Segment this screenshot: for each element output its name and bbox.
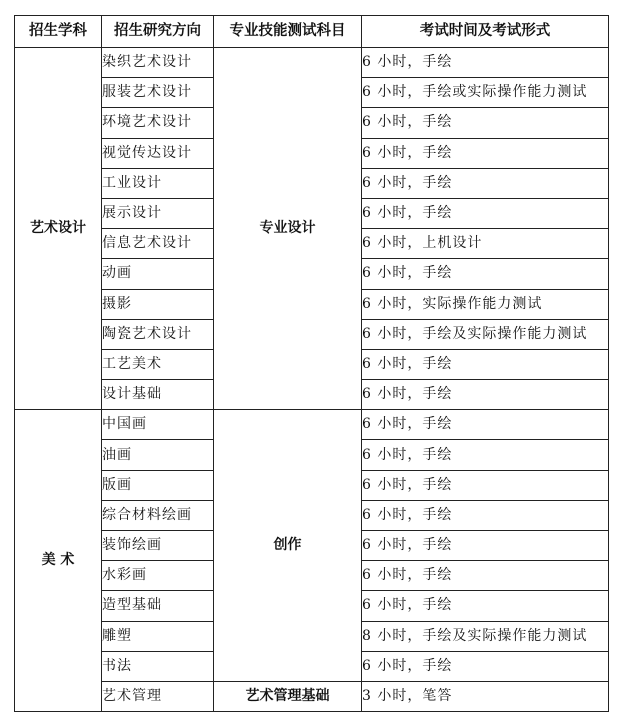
exam-cell: 6 小时，手绘 bbox=[362, 138, 609, 168]
direction-cell: 造型基础 bbox=[102, 591, 214, 621]
table-row bbox=[15, 48, 609, 78]
direction-cell: 工艺美术 bbox=[102, 349, 214, 379]
header-discipline: 招生学科 bbox=[15, 16, 102, 48]
direction-cell: 装饰绘画 bbox=[102, 531, 214, 561]
admission-exam-table bbox=[14, 15, 609, 712]
direction-cell: 书法 bbox=[102, 651, 214, 681]
direction-cell: 视觉传达设计 bbox=[102, 138, 214, 168]
direction-cell: 摄影 bbox=[102, 289, 214, 319]
exam-cell: 6 小时，手绘 bbox=[362, 168, 609, 198]
direction-cell: 中国画 bbox=[102, 410, 214, 440]
direction-cell: 展示设计 bbox=[102, 198, 214, 228]
header-subject: 专业技能测试科目 bbox=[214, 16, 362, 48]
header-direction: 招生研究方向 bbox=[102, 16, 214, 48]
exam-cell: 6 小时，手绘 bbox=[362, 410, 609, 440]
direction-cell: 版画 bbox=[102, 470, 214, 500]
exam-cell: 6 小时，手绘 bbox=[362, 531, 609, 561]
direction-cell: 信息艺术设计 bbox=[102, 229, 214, 259]
direction-cell: 环境艺术设计 bbox=[102, 108, 214, 138]
exam-cell: 6 小时，手绘 bbox=[362, 259, 609, 289]
header-row bbox=[15, 16, 609, 48]
direction-cell: 染织艺术设计 bbox=[102, 48, 214, 78]
direction-cell: 综合材料绘画 bbox=[102, 500, 214, 530]
exam-cell: 6 小时，手绘 bbox=[362, 470, 609, 500]
direction-cell: 设计基础 bbox=[102, 380, 214, 410]
subject-professional-design: 专业设计 bbox=[214, 48, 362, 410]
discipline-fine-arts: 美 术 bbox=[15, 410, 102, 712]
table-row bbox=[15, 410, 609, 440]
exam-cell: 6 小时，手绘 bbox=[362, 561, 609, 591]
direction-cell: 油画 bbox=[102, 440, 214, 470]
exam-cell: 6 小时，手绘 bbox=[362, 198, 609, 228]
exam-cell: 6 小时，手绘 bbox=[362, 591, 609, 621]
subject-creation: 创作 bbox=[214, 410, 362, 682]
direction-cell: 水彩画 bbox=[102, 561, 214, 591]
exam-cell: 6 小时，手绘 bbox=[362, 108, 609, 138]
direction-cell: 动画 bbox=[102, 259, 214, 289]
exam-cell: 6 小时，手绘 bbox=[362, 380, 609, 410]
direction-cell: 雕塑 bbox=[102, 621, 214, 651]
exam-cell: 6 小时，手绘 bbox=[362, 48, 609, 78]
exam-cell: 6 小时，手绘 bbox=[362, 349, 609, 379]
exam-cell: 6 小时，手绘 bbox=[362, 500, 609, 530]
direction-cell: 服装艺术设计 bbox=[102, 78, 214, 108]
exam-cell: 8 小时，手绘及实际操作能力测试 bbox=[362, 621, 609, 651]
exam-cell: 6 小时，手绘 bbox=[362, 651, 609, 681]
subject-arts-management-basics: 艺术管理基础 bbox=[214, 681, 362, 711]
discipline-art-design: 艺术设计 bbox=[15, 48, 102, 410]
direction-cell: 艺术管理 bbox=[102, 681, 214, 711]
exam-cell: 6 小时，手绘 bbox=[362, 440, 609, 470]
header-exam: 考试时间及考试形式 bbox=[362, 16, 609, 48]
exam-cell: 6 小时，手绘或实际操作能力测试 bbox=[362, 78, 609, 108]
direction-cell: 陶瓷艺术设计 bbox=[102, 319, 214, 349]
exam-cell: 6 小时，手绘及实际操作能力测试 bbox=[362, 319, 609, 349]
exam-cell: 3 小时，笔答 bbox=[362, 681, 609, 711]
direction-cell: 工业设计 bbox=[102, 168, 214, 198]
exam-cell: 6 小时，上机设计 bbox=[362, 229, 609, 259]
table-row bbox=[15, 681, 609, 711]
exam-cell: 6 小时，实际操作能力测试 bbox=[362, 289, 609, 319]
